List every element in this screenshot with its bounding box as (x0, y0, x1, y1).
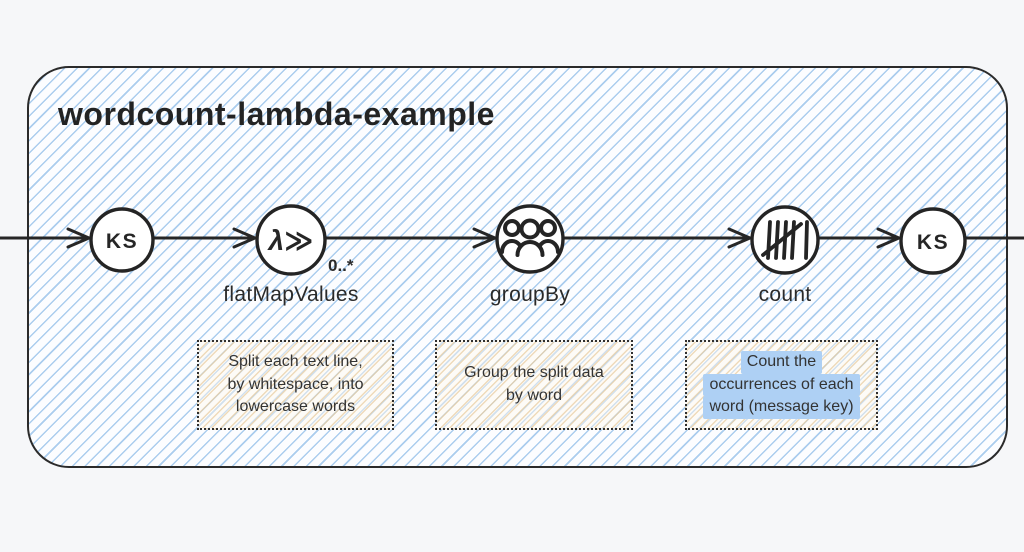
note-line-highlighted: Count the (741, 351, 822, 374)
note-line: Group the split data (464, 364, 604, 382)
node-label-count: count (758, 283, 812, 306)
note-group (435, 340, 633, 430)
note-split (197, 340, 394, 430)
note-line: by word (505, 387, 563, 404)
ks-source-label: KS (105, 230, 139, 253)
node-label-groupby: groupBy (489, 283, 571, 306)
note-line: Split each text line, (228, 352, 363, 370)
note-count (685, 340, 878, 430)
note-line-highlighted: word (message key) (703, 396, 859, 419)
cardinality-label: 0..* (328, 256, 354, 275)
topology-title: wordcount-lambda-example (58, 96, 495, 132)
ks-sink-label: KS (916, 231, 950, 254)
note-line: lowercase words (235, 398, 356, 416)
note-line: by whitespace, into (227, 375, 364, 393)
note-line-highlighted: occurrences of each (703, 374, 859, 397)
lambda-icon: λ≫ (268, 225, 314, 256)
node-label-flatmapvalues: flatMapValues (223, 283, 359, 306)
